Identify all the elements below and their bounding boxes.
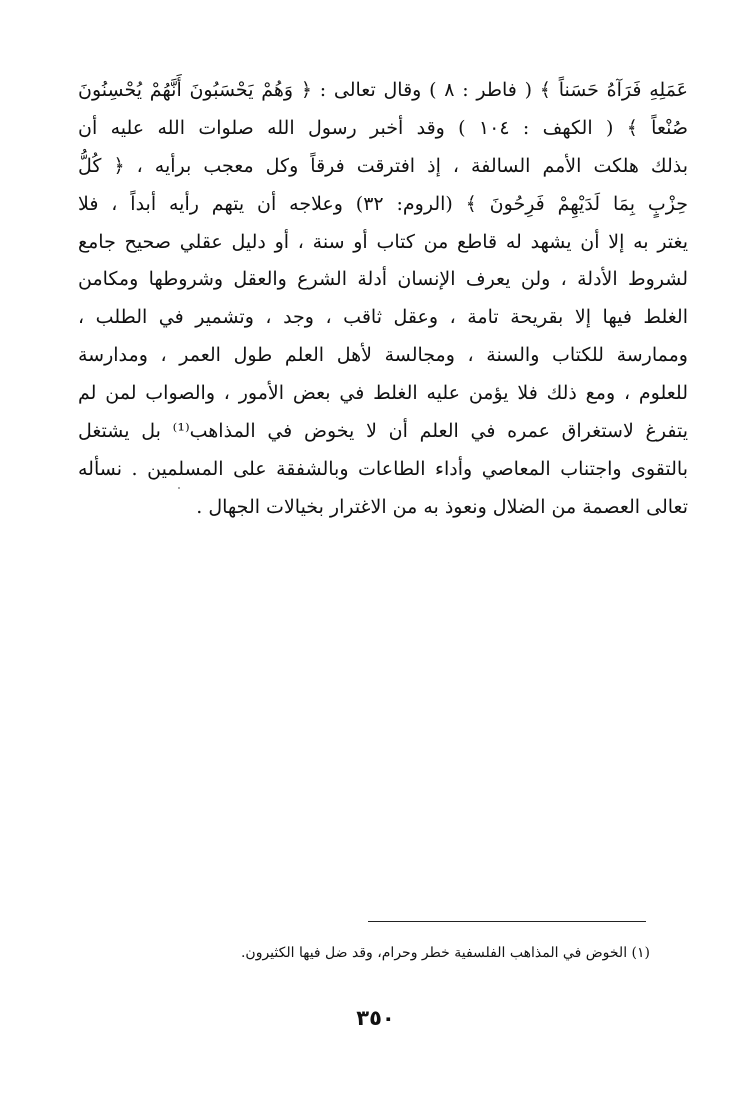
text-line-9: للعلوم ، ومع ذلك فلا يؤمن عليه الغلط في بعض الأمور ، والصواب لمن لم [78,382,688,405]
page-number: ٣٥٠ [356,1006,395,1030]
main-text-block [78,72,688,527]
text-line-1: عَمَلِهِ فَرَآهُ حَسَناً ﴾ ( فاطر : ٨ ) وقال تعالى : ﴿ وَهُمْ يَحْسَبُونَ أَنَّهُمْ يُحْسِنُونَ [78,79,688,101]
text-line-12: تعالى العصمة من الضلال ونعوذ به من الاغترار بخيالات الجهال . [196,495,688,518]
text-line-7: الغلط فيها إلا بقريحة تامة ، وعقل ثاقب ، وجد ، وتشمير في الطلب ، [78,306,688,329]
text-line-4: حِزْبٍ بِمَا لَدَيْهِمْ فَرِحُونَ ﴾ (الروم: ٣٢) وعلاجه أن يتهم رأيه أبداً ، فلا [78,192,688,215]
footnote: (١) الخوض في المذاهب الفلسفية خطر وحرام، وقد ضل فيها الكثيرون. [240,945,650,961]
text-line-11: بالتقوى واجتناب المعاصي وأداء الطاعات وبالشفقة على المسلمين . نسأله [78,457,688,480]
text-line-5: يغتر به إلا أن يشهد له قاطع من كتاب أو سنة ، أو دليل عقلي صحيح جامع [78,230,688,253]
text-line-8: وممارسة للكتاب والسنة ، ومجالسة لأهل العلم طول العمر ، ومدارسة [78,344,688,367]
scan-speck [178,487,180,489]
text-line-6: لشروط الأدلة ، ولن يعرف الإنسان أدلة الشرع والعقل وشروطها ومكامن [78,268,688,291]
text-line-10: يتفرغ لاستغراق عمره في العلم أن لا يخوض في المذاهب⁽¹⁾ بل يشتغل [78,420,688,443]
footnote-separator [368,921,646,922]
text-line-2: صُنْعاً ﴾ ( الكهف : ١٠٤ ) وقد أخبر رسول الله صلوات الله عليه أن [78,116,688,139]
text-line-3: بذلك هلكت الأمم السالفة ، إذ افترقت فرقاً وكل معجب برأيه ، ﴿ كُلُّ [78,154,688,177]
